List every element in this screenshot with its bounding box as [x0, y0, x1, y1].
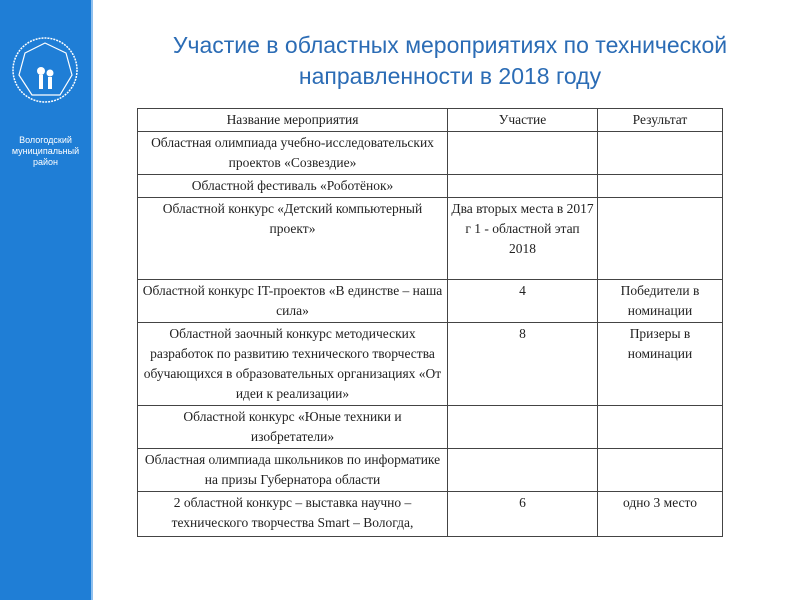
cell-participation	[448, 406, 598, 449]
table-row	[138, 406, 723, 449]
table-row	[138, 492, 723, 537]
cell-event: 2 областной конкурс – выставка научно – технического творчества Smart – Вологда,	[138, 492, 448, 537]
cell-event: Областная олимпиада школьников по информатике на призы Губернатора области	[138, 449, 448, 492]
header-result: Результат	[598, 109, 723, 132]
cell-result	[598, 406, 723, 449]
cell-participation: 6	[448, 492, 598, 537]
cell-event: Областной конкурс «Юные техники и изобретатели»	[138, 406, 448, 449]
table-row	[138, 449, 723, 492]
cell-event: Областной конкурс «Детский компьютерный проект»	[138, 198, 448, 280]
cell-result: одно 3 место	[598, 492, 723, 537]
cell-participation: Два вторых места в 2017 г 1 - областной этап 2018	[448, 198, 598, 280]
cell-result: Победители в номинации	[598, 280, 723, 323]
cell-result	[598, 175, 723, 198]
table-row	[138, 280, 723, 323]
table-row	[138, 175, 723, 198]
cell-result	[598, 132, 723, 175]
cell-event: Областной фестиваль «Роботёнок»	[138, 175, 448, 198]
page-title: Участие в областных мероприятиях по технической направленности в 2018 году	[172, 32, 728, 89]
events-table	[137, 108, 723, 537]
organization-name: Вологодский муниципальный район	[11, 135, 80, 167]
table-header	[138, 109, 723, 132]
cell-participation: 4	[448, 280, 598, 323]
header-participation: Участие	[448, 109, 598, 132]
district-emblem-logo	[10, 35, 80, 105]
cell-result: Призеры в номинации	[598, 323, 723, 406]
cell-event: Областная олимпиада учебно-исследовательских проектов «Созвездие»	[138, 132, 448, 175]
header-event: Название мероприятия	[138, 109, 448, 132]
cell-participation	[448, 449, 598, 492]
sidebar	[0, 0, 93, 600]
cell-event: Областной заочный конкурс методических разработок по развитию технического творчества обучающихся в образовательных организациях «От идеи к реализации»	[138, 323, 448, 406]
cell-participation: 8	[448, 323, 598, 406]
table-row	[138, 132, 723, 175]
table-row	[138, 198, 723, 280]
cell-participation	[448, 132, 598, 175]
table-row	[138, 323, 723, 406]
cell-result	[598, 449, 723, 492]
cell-participation	[448, 175, 598, 198]
cell-result	[598, 198, 723, 280]
cell-event: Областной конкурс IT-проектов «В единстве – наша сила»	[138, 280, 448, 323]
